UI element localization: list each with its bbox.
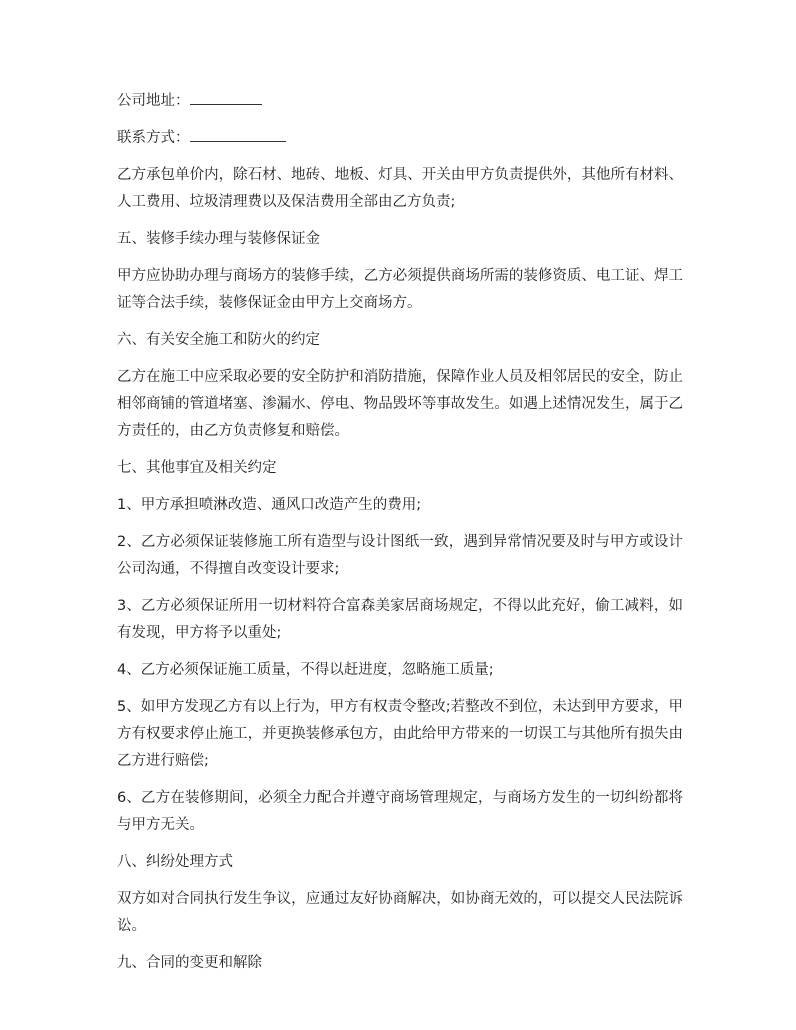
address-label: 公司地址：: [117, 93, 190, 109]
section-heading-5: 五、装修手续办理与装修保证金: [117, 231, 320, 247]
list-item-2: 2、乙方必须保证装修施工所有造型与设计图纸一致，遇到异常情况要及时与甲方或设计公司沟通，不得擅自改变设计要求;: [117, 534, 683, 577]
section-heading-8: 八、纠纷处理方式: [117, 854, 233, 870]
dispute-clause: 双方如对合同执行发生争议，应通过友好协商解决，如协商无效的，可以提交人民法院诉讼。: [117, 891, 683, 934]
section-heading-7: 七、其他事宜及相关约定: [117, 460, 277, 476]
list-item-4: 4、乙方必须保证施工质量，不得以赶进度，忽略施工质量;: [117, 662, 494, 678]
contact-field: [117, 125, 683, 152]
address-field: [117, 88, 683, 115]
document-page: [117, 88, 683, 987]
address-blank: [190, 90, 262, 105]
safety-clause: 乙方在施工中应采取必要的安全防护和消防措施，保障作业人员及相邻居民的安全，防止相邻商铺的管道堵塞、渗漏水、停电、物品毁坏等事故发生。如遇上述情况发生，属于乙方责任的，由乙方负责修复和赔偿。: [117, 369, 683, 439]
contact-label: 联系方式：: [117, 130, 190, 146]
list-item-3: 3、乙方必须保证所用一切材料符合富森美家居商场规定，不得以此充好，偷工减料，如有发现，甲方将予以重处;: [117, 598, 683, 641]
list-item-6: 6、乙方在装修期间，必须全力配合并遵守商场管理规定，与商场方发生的一切纠纷都将与甲方无关。: [117, 790, 683, 833]
list-item-1: 1、甲方承担喷淋改造、通风口改造产生的费用;: [117, 497, 422, 513]
section-heading-9: 九、合同的变更和解除: [117, 955, 262, 971]
contact-blank: [190, 127, 286, 142]
deposit-clause: 甲方应协助办理与商场方的装修手续，乙方必须提供商场所需的装修资质、电工证、焊工证等合法手续，装修保证金由甲方上交商场方。: [117, 268, 683, 311]
cost-clause: 乙方承包单价内，除石材、地砖、地板、灯具、开关由甲方负责提供外，其他所有材料、人工费用、垃圾清理费以及保洁费用全部由乙方负责;: [117, 167, 683, 210]
section-heading-6: 六、有关安全施工和防火的约定: [117, 332, 320, 348]
list-item-5: 5、如甲方发现乙方有以上行为，甲方有权责令整改;若整改不到位，未达到甲方要求，甲方有权要求停止施工，并更换装修承包方，由此给甲方带来的一切误工与其他所有损失由乙方进行赔偿;: [117, 699, 683, 769]
